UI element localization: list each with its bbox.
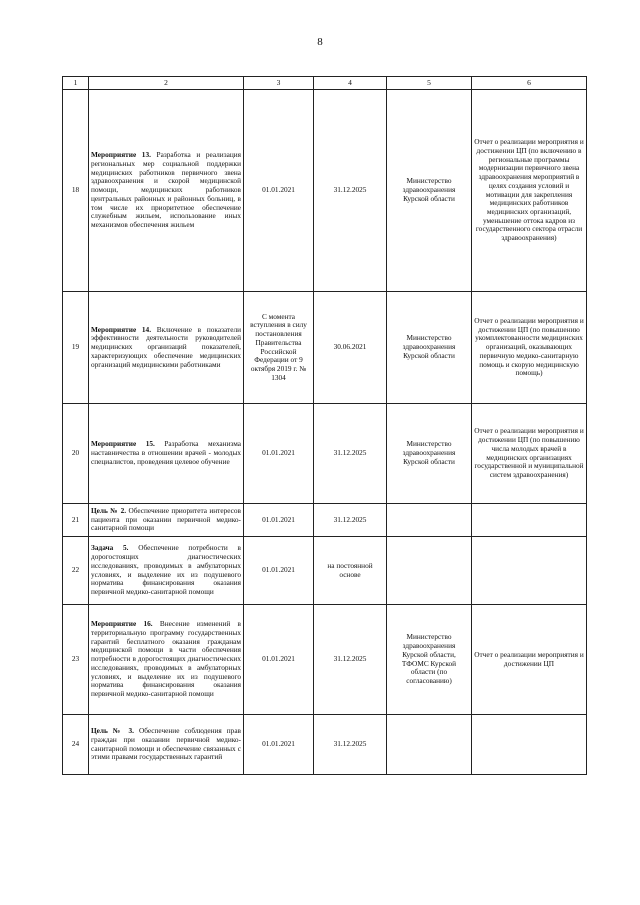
measure-description xyxy=(89,90,244,292)
start-date: 01.01.2021 xyxy=(244,504,314,537)
responsible: Министерство здравоохранения Курской области xyxy=(387,90,472,292)
row-number: 18 xyxy=(63,90,89,292)
measure-label: Мероприятие 14. xyxy=(91,324,152,334)
responsible xyxy=(387,504,472,537)
measure-description xyxy=(89,504,244,537)
result xyxy=(472,537,587,605)
result: Отчет о реализации мероприятия и достижении ЦП (по повышению укомплектованности медицинских организаций, оказывающих первичную медико-санитарную помощь и скорую медицинскую помощь) xyxy=(472,292,587,404)
row-number: 19 xyxy=(63,292,89,404)
row-number: 20 xyxy=(63,404,89,504)
start-date: 01.01.2021 xyxy=(244,605,314,715)
table-row xyxy=(63,504,587,537)
table-row xyxy=(63,292,587,404)
end-date: 31.12.2025 xyxy=(314,404,387,504)
measures-table xyxy=(62,76,587,775)
start-date: 01.01.2021 xyxy=(244,537,314,605)
table-row xyxy=(63,404,587,504)
result: Отчет о реализации мероприятия и достижении ЦП xyxy=(472,605,587,715)
start-date: 01.01.2021 xyxy=(244,404,314,504)
column-header: 1 xyxy=(63,77,89,90)
measure-description xyxy=(89,404,244,504)
responsible xyxy=(387,715,472,775)
responsible: Министерство здравоохранения Курской области xyxy=(387,292,472,404)
end-date: 31.12.2025 xyxy=(314,90,387,292)
end-date: 30.06.2021 xyxy=(314,292,387,404)
column-header: 2 xyxy=(89,77,244,90)
measure-description xyxy=(89,292,244,404)
end-date: 31.12.2025 xyxy=(314,605,387,715)
measure-text: Разработка механизма наставничества в отношении врачей - молодых специалистов, проведения целевое обучение xyxy=(91,439,242,466)
column-header: 3 xyxy=(244,77,314,90)
table-row xyxy=(63,537,587,605)
measure-label: Цель № 3. xyxy=(91,726,134,736)
row-number: 23 xyxy=(63,605,89,715)
measure-description xyxy=(89,715,244,775)
responsible: Министерство здравоохранения Курской области, ТФОМС Курской области (по согласованию) xyxy=(387,605,472,715)
column-header: 6 xyxy=(472,77,587,90)
row-number: 22 xyxy=(63,537,89,605)
measure-text: Обеспечение приоритета интересов пациента при оказании первичной медико-санитарной помощи xyxy=(91,505,242,533)
measure-label: Задача 5. xyxy=(91,543,129,553)
measure-description xyxy=(89,537,244,605)
column-header: 5 xyxy=(387,77,472,90)
table-row xyxy=(63,715,587,775)
end-date: на постоянной основе xyxy=(314,537,387,605)
measure-text: Внесение изменений в территориальную программу государственных гарантий бесплатного оказания гражданам медицинской помощи в части обеспечения потребности в дорогостоящих диагностических исследованиях, проводимых в амбулаторных условиях, и выделение их из подушевого норматива финансирования оказания первичной медико-санитарной помощи xyxy=(91,619,241,698)
end-date: 31.12.2025 xyxy=(314,504,387,537)
result xyxy=(472,715,587,775)
table-row xyxy=(63,90,587,292)
start-date: 01.01.2021 xyxy=(244,715,314,775)
start-date: С момента вступления в силу постановления Правительства Российской Федерации от 9 октября 2019 г. № 1304 xyxy=(244,292,314,404)
measure-text: Обеспечение соблюдения прав граждан при оказании первичной медико-санитарной помощи и обеспечение связанных с этими правами государственных гарантий xyxy=(91,726,242,762)
table-header-row xyxy=(63,77,587,90)
measure-text: Разработка и реализация региональных мер социальной поддержки медицинских работников первичного звена здравоохранения и скорой медицинской помощи, медицинских работников центральных районных и районных больниц, в том числе их приоритетное обеспечение служебным жильем, использование иных механизмов обеспечения жильем xyxy=(91,150,241,229)
measure-label: Мероприятие 15. xyxy=(91,439,155,449)
measure-text: Включение в показатели эффективности деятельности руководителей медицинских организаций показателей, характеризующих обеспечение медицинских организаций медицинскими работниками xyxy=(91,324,241,369)
responsible xyxy=(387,537,472,605)
measure-label: Мероприятие 13. xyxy=(91,150,151,160)
start-date: 01.01.2021 xyxy=(244,90,314,292)
row-number: 21 xyxy=(63,504,89,537)
row-number: 24 xyxy=(63,715,89,775)
result: Отчет о реализации мероприятия и достижении ЦП (по включению в региональные программы модернизации первичного звена здравоохранения мероприятий в целях создания условий и мотивации для закрепления медицинских работников медицинских организаций, уменьшение оттока кадров из государственного сектора отрасли здравоохранения) xyxy=(472,90,587,292)
end-date: 31.12.2025 xyxy=(314,715,387,775)
measure-description xyxy=(89,605,244,715)
measure-label: Цель № 2. xyxy=(91,505,127,515)
table-row xyxy=(63,605,587,715)
measure-text: Обеспечение потребности в дорогостоящих диагностических исследованиях, проводимых в амбулаторных условиях, и выделение их из подушевого норматива финансирования оказания первичной медико-санитарной помощи xyxy=(91,543,241,596)
column-header: 4 xyxy=(314,77,387,90)
result: Отчет о реализации мероприятия и достижении ЦП (по повышению числа молодых врачей в медицинских организациях государственной и муниципальной систем здравоохранения) xyxy=(472,404,587,504)
page-number: 8 xyxy=(317,36,323,48)
responsible: Министерство здравоохранения Курской области xyxy=(387,404,472,504)
result xyxy=(472,504,587,537)
measure-label: Мероприятие 16. xyxy=(91,619,153,629)
